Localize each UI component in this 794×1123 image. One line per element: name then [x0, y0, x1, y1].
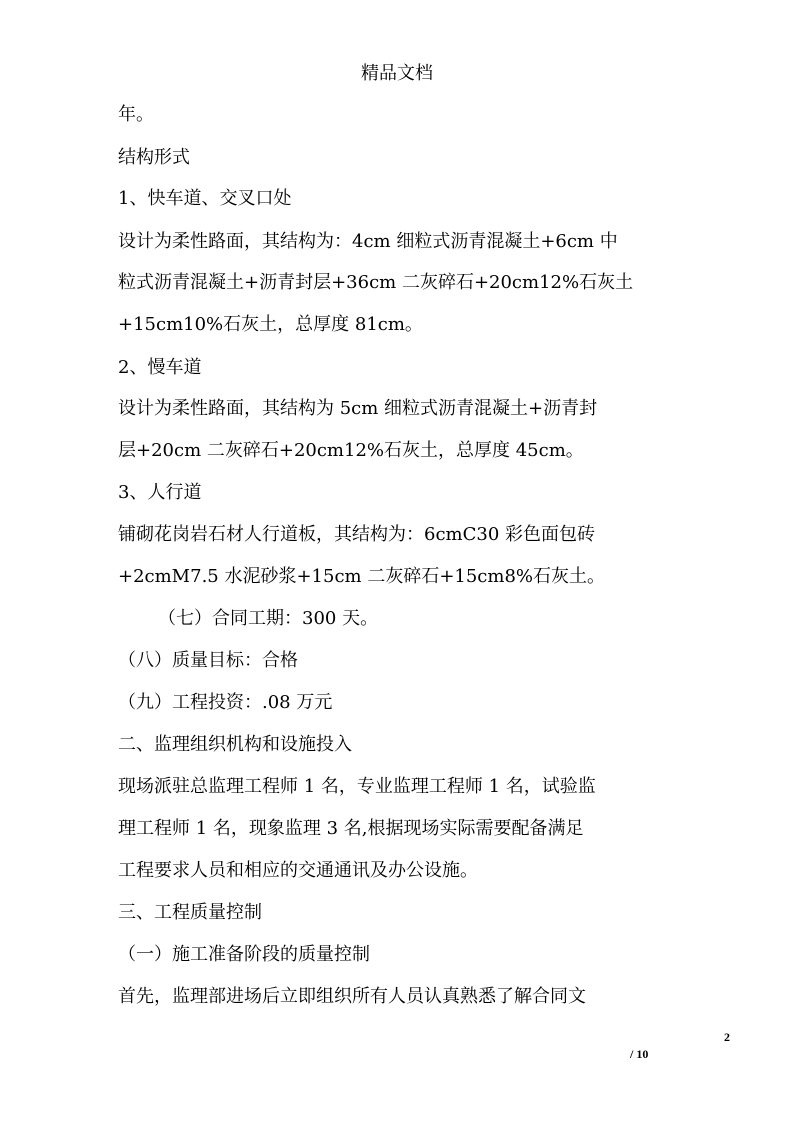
text-line: 层+20cm 二灰碎石+20cm12%石灰土，总厚度 45cm。 [118, 440, 584, 461]
text-line: 工程要求人员和相应的交通通讯及办公设施。 [118, 860, 478, 881]
text-line: +2cmM7.5 水泥砂浆+15cm 二灰碎石+15cm8%石灰土。 [118, 566, 606, 587]
text-line: 三、工程质量控制 [118, 902, 262, 923]
text-line: 年。 [118, 104, 154, 125]
text-line: 理工程师 1 名，现象监理 3 名,根据现场实际需要配备满足 [118, 818, 584, 839]
text-line: （八）质量目标：合格 [118, 650, 298, 671]
text-line: 1、快车道、交叉口处 [118, 188, 292, 209]
text-line: 首先，监理部进场后立即组织所有人员认真熟悉了解合同文 [118, 986, 586, 1007]
text-line: 2、慢车道 [118, 357, 202, 378]
text-line: 设计为柔性路面，其结构为：4cm 细粒式沥青混凝土+6cm 中 [118, 231, 618, 252]
page-total: / 10 [630, 1047, 649, 1061]
page-number: 2 [724, 1030, 730, 1044]
text-line: 二、监理组织机构和设施投入 [118, 734, 352, 755]
text-line: 铺砌花岗岩石材人行道板，其结构为：6cmC30 彩色面包砖 [118, 524, 595, 545]
page-header-title: 精品文档 [361, 63, 433, 84]
text-line: （七）合同工期：300 天。 [158, 608, 379, 629]
text-line: 结构形式 [118, 147, 190, 168]
text-line: 现场派驻总监理工程师 1 名，专业监理工程师 1 名，试验监 [118, 776, 596, 797]
text-line: +15cm10%石灰土，总厚度 81cm。 [118, 314, 423, 335]
text-line: （一）施工准备阶段的质量控制 [118, 944, 370, 965]
text-line: 3、人行道 [118, 482, 202, 503]
text-line: 设计为柔性路面，其结构为 5cm 细粒式沥青混凝土+沥青封 [118, 398, 598, 419]
text-line: 粒式沥青混凝土+沥青封层+36cm 二灰碎石+20cm12%石灰土 [118, 272, 634, 293]
text-line: （九）工程投资：.08 万元 [118, 692, 333, 713]
